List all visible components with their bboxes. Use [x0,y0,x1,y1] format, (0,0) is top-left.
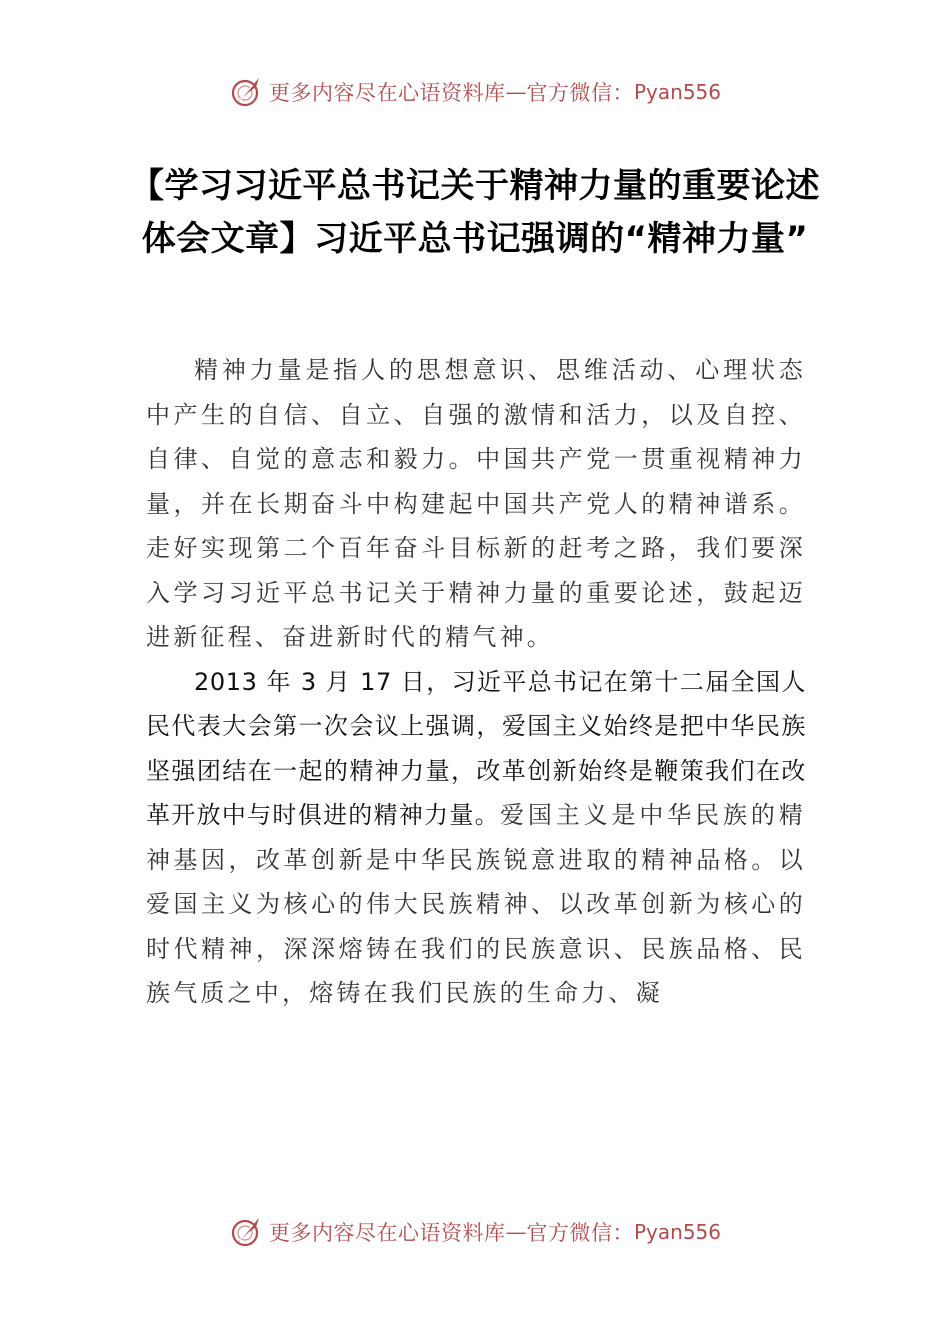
document-body [146,348,806,1016]
watermark-wechat-id: Pyan556 [633,80,721,104]
watermark-separator: — [505,1220,527,1244]
watermark-brand-text: 更多内容尽在心语资料库 [268,81,506,105]
paragraph-2-text: 爱国主义是中华民族的精神基因，改革创新是中华民族锐意进取的精神品格。以爱国主义为核心的伟大民族精神、以改革创新为核心的时代精神，深深熔铸在我们的民族意识、民族品格、民族气质之中，熔铸在我们民族的生命力、凝 [146,801,806,1007]
quill-logo-icon [229,75,263,109]
quill-logo-icon [229,1215,263,1249]
watermark-wechat-label: 官方微信： [526,81,634,105]
footer-watermark [0,1212,950,1252]
paragraph-2 [146,660,806,1016]
paragraph-1 [146,348,806,660]
watermark-separator: — [505,80,527,104]
watermark-brand-text: 更多内容尽在心语资料库 [268,1221,506,1245]
header-watermark [0,72,950,112]
watermark-wechat-label: 官方微信： [526,1221,634,1245]
document-title: 【学习习近平总书记关于精神力量的重要论述体会文章】习近平总书记强调的“精神力量” [130,166,820,259]
paragraph-1-text: 精神力量是指人的思想意识、思维活动、心理状态中产生的自信、自立、自强的激情和活力，以及自控、自律、自觉的意志和毅力。中国共产党一贯重视精神力量，并在长期奋斗中构建起中国共产党人的精神谱系。走好实现第二个百年奋斗目标新的赶考之路，我们要深入学习习近平总书记关于精神力量的重要论述，鼓起迈进新征程、奋进新时代的精气神。 [146,356,806,651]
paragraph-2-emphasis: 2013 年 3 月 17 日，习近平总书记在第十二届全国人民代表大会第一次会议上强调，爱国主义始终是把中华民族坚强团结在一起的精神力量，改革创新始终是鞭策我们在改革开放中与时俱进的精神力量。 [146,667,806,829]
watermark-wechat-id: Pyan556 [633,1220,721,1244]
